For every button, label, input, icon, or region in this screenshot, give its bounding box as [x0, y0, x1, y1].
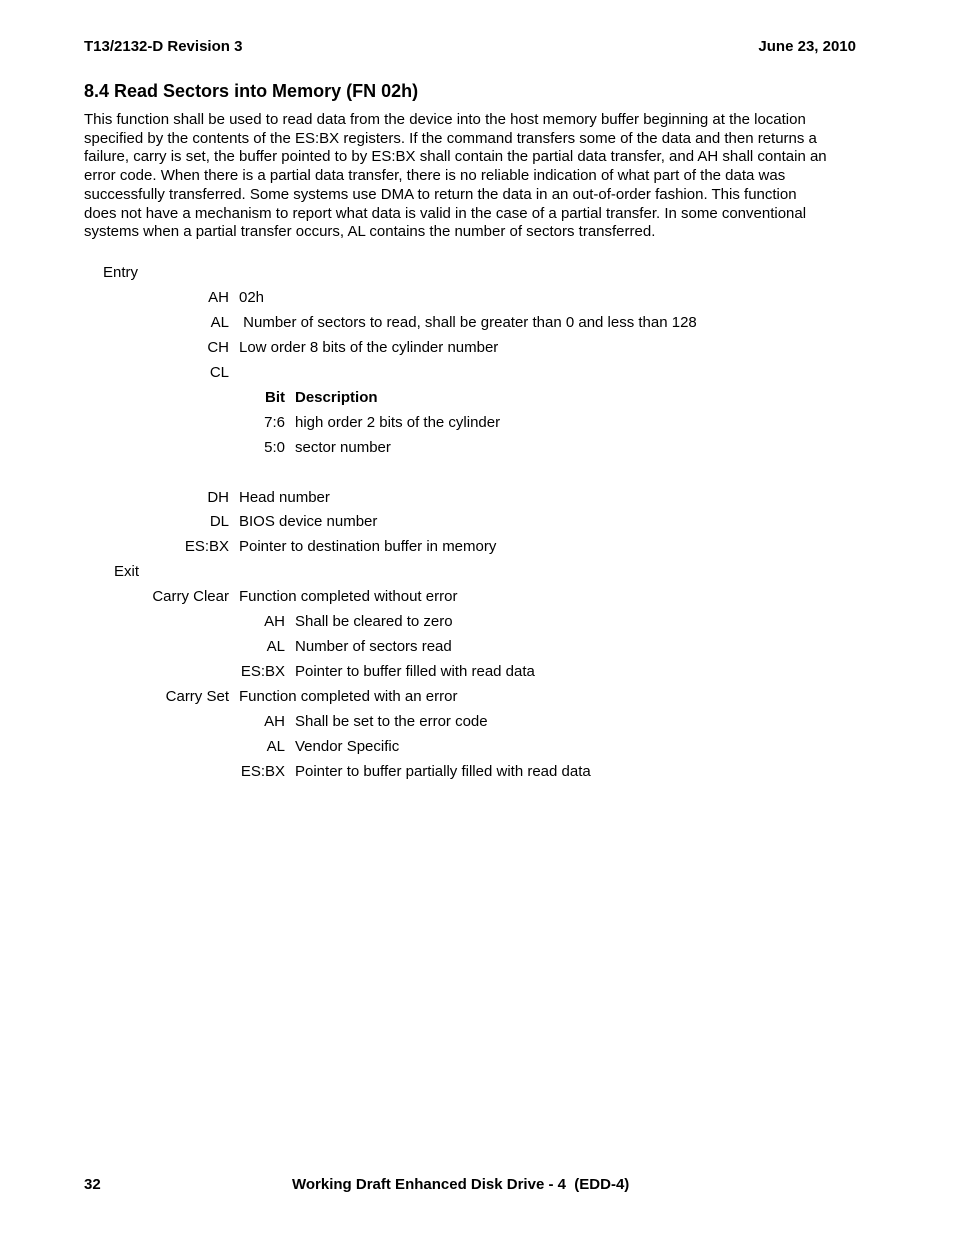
- register-desc: Number of sectors to read, shall be greater than 0 and less than 128: [239, 314, 697, 331]
- intro-line: does not have a mechanism to report what data is valid in the case of a partial transfer. In some conventional: [84, 204, 807, 222]
- register-label: ES:BX: [184, 538, 229, 555]
- carry-set-desc: Function completed with an error: [239, 688, 458, 705]
- header-date: June 23, 2010: [758, 38, 856, 55]
- register-label: ES:BX: [240, 763, 285, 780]
- intro-line: failure, carry is set, the buffer pointed to by ES:BX shall contain the partial data transfer, and AH shall contain an: [84, 148, 827, 166]
- cl-table-header-desc: Description: [295, 389, 378, 406]
- register-desc: 02h: [239, 289, 265, 306]
- intro-line: specified by the contents of the ES:BX registers. If the command transfers some of the data and then returns a: [84, 129, 817, 147]
- section-title: 8.4 Read Sectors into Memory (FN 02h): [84, 81, 419, 101]
- register-desc: Shall be set to the error code: [295, 713, 488, 730]
- carry-clear-desc: Function completed without error: [239, 588, 458, 605]
- register-desc: Shall be cleared to zero: [295, 613, 453, 630]
- page-number: 32: [84, 1176, 101, 1193]
- intro-paragraph: [84, 111, 864, 242]
- register-desc: Pointer to buffer filled with read data: [295, 663, 535, 680]
- register-desc: Number of sectors read: [295, 638, 452, 655]
- register-label: DL: [209, 513, 229, 530]
- register-label: DH: [207, 489, 229, 506]
- register-label: AH: [264, 613, 285, 630]
- register-desc: Low order 8 bits of the cylinder number: [239, 339, 499, 356]
- register-label: CH: [207, 339, 229, 356]
- register-label: CL: [209, 364, 229, 381]
- intro-line: error code. When there is a partial data transfer, there is no reliable indication of what part of the data was: [84, 167, 786, 185]
- header-doc-id: T13/2132-D Revision 3: [84, 38, 243, 55]
- register-label: ES:BX: [240, 663, 285, 680]
- register-desc: Vendor Specific: [295, 738, 400, 755]
- exit-label: Exit: [114, 563, 140, 580]
- cl-bit: 7:6: [264, 414, 285, 431]
- register-label: AH: [264, 713, 285, 730]
- intro-line: successfully transferred. Some systems use DMA to return the data in an out-of-order fashion. This function: [84, 185, 797, 203]
- cl-bit-desc: high order 2 bits of the cylinder: [295, 414, 501, 431]
- intro-line: This function shall be used to read data from the device into the host memory buffer beginning at the location: [84, 111, 806, 128]
- register-desc: Pointer to buffer partially filled with read data: [295, 763, 591, 780]
- footer-doc-title: Working Draft Enhanced Disk Drive - 4 (EDD-4): [292, 1176, 630, 1193]
- intro-line: systems when a partial transfer occurs, AL contains the number of sectors transferred.: [84, 223, 656, 241]
- entry-label: Entry: [103, 264, 139, 281]
- register-label: AH: [208, 289, 229, 306]
- carry-clear-label: Carry Clear: [152, 588, 229, 605]
- register-desc: Pointer to destination buffer in memory: [239, 538, 497, 555]
- register-label: AL: [266, 638, 285, 655]
- register-label: AL: [266, 738, 285, 755]
- register-desc: BIOS device number: [239, 513, 378, 530]
- carry-set-label: Carry Set: [165, 688, 229, 705]
- register-desc: Head number: [239, 489, 330, 506]
- cl-table-header-bit: Bit: [265, 389, 285, 406]
- cl-bit-desc: sector number: [295, 439, 391, 456]
- cl-bit: 5:0: [264, 439, 285, 456]
- register-label: AL: [210, 314, 229, 331]
